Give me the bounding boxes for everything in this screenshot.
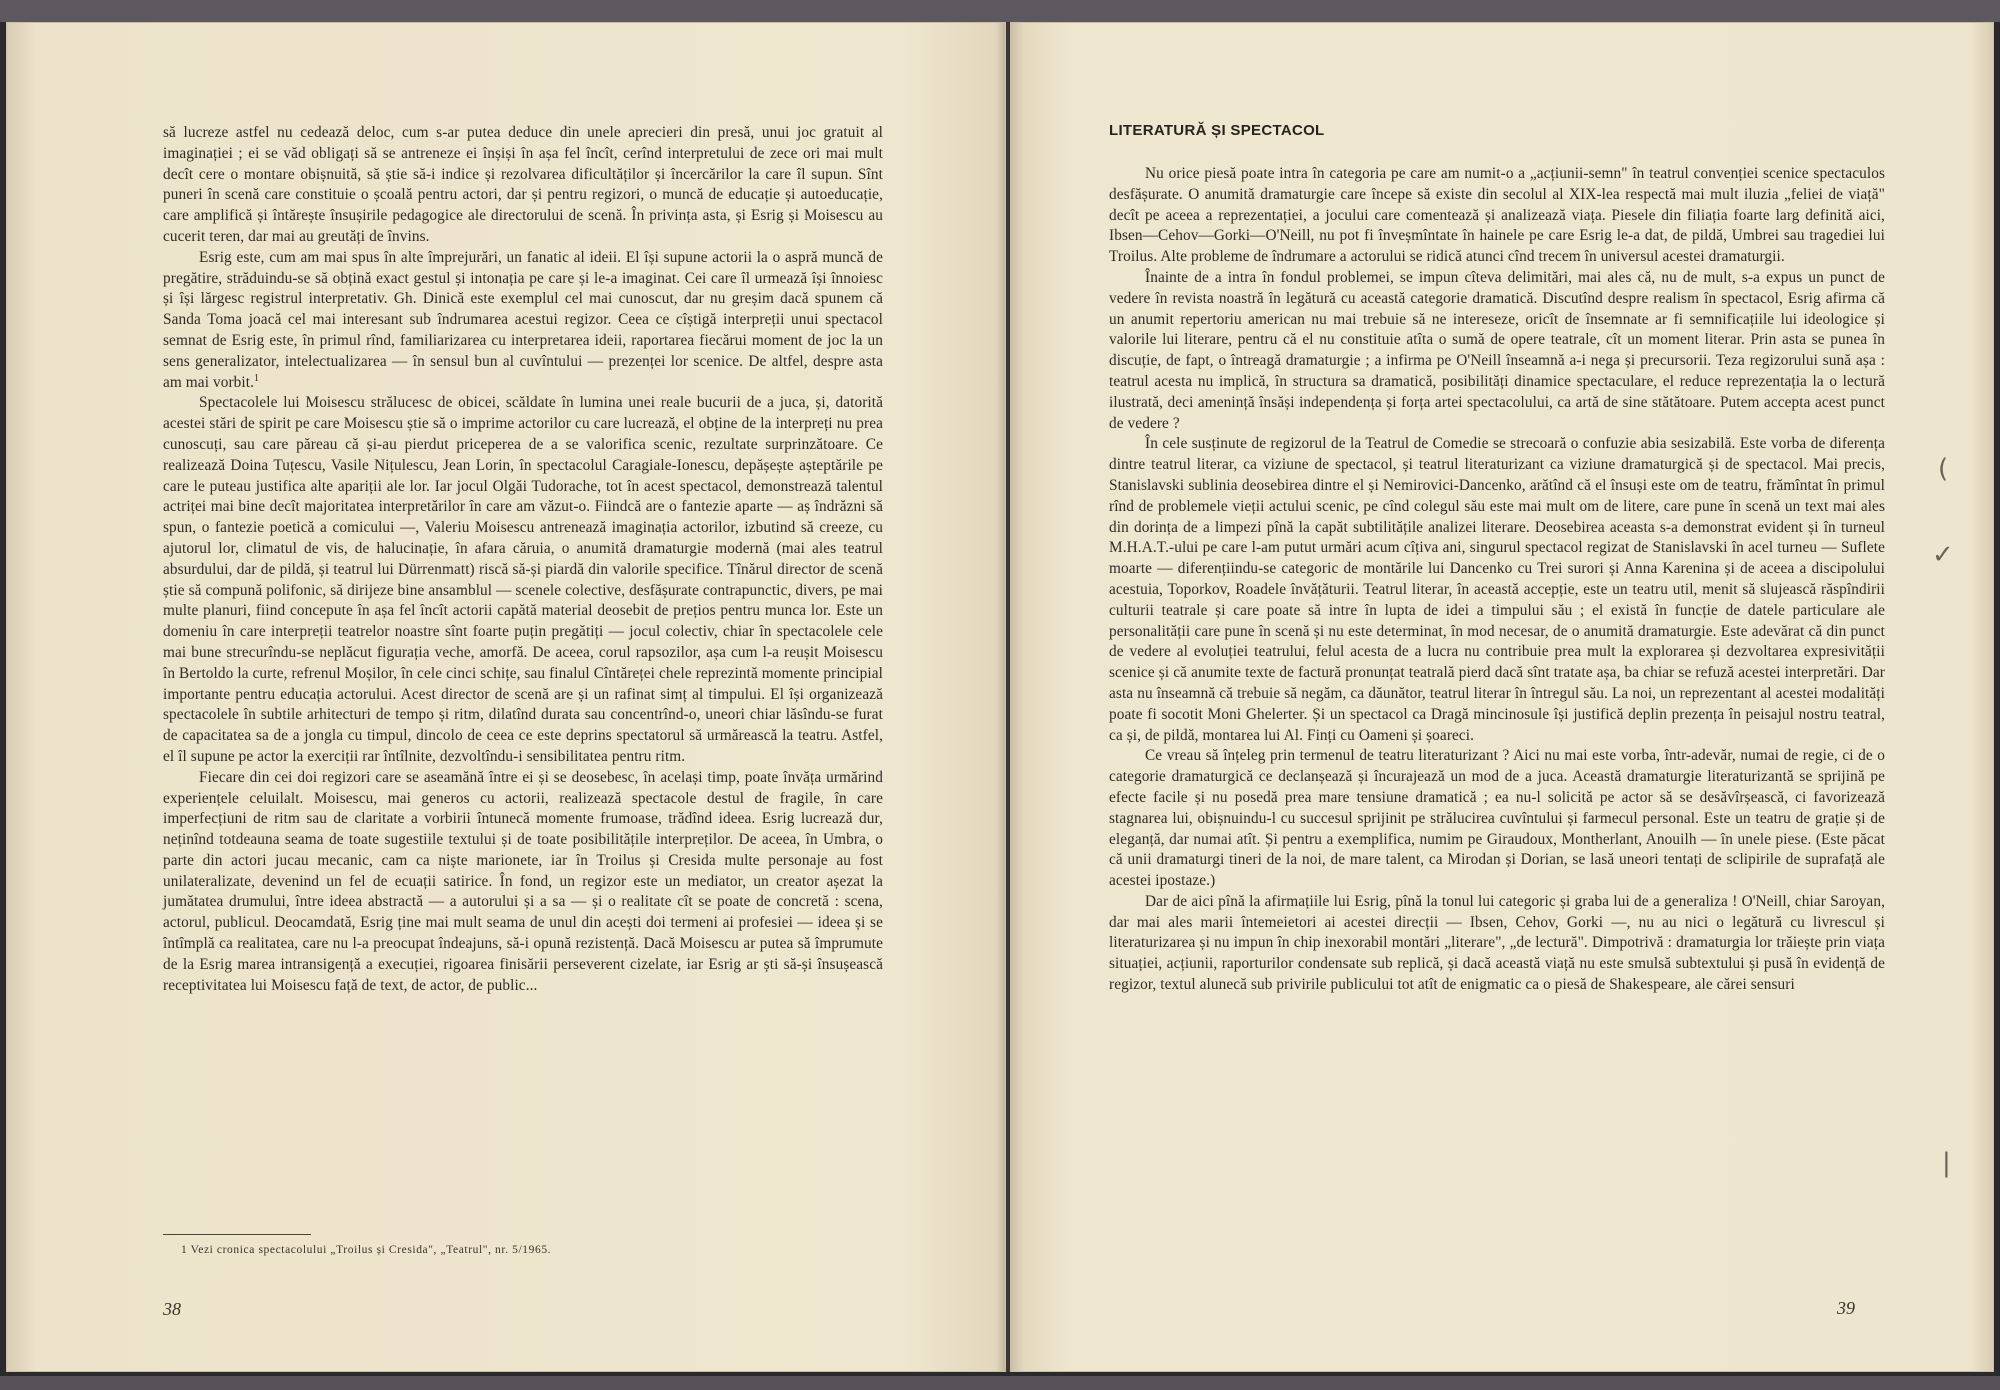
- pencil-bracket-icon: (: [1938, 454, 1949, 484]
- footnote: 1 Vezi cronica spectacolului „Troilus și Cresida", „Teatrul", nr. 5/1965.: [181, 1244, 552, 1256]
- section-title: LITERATURĂ ȘI SPECTACOL: [1109, 122, 1325, 139]
- left-page: [6, 22, 1006, 1372]
- paragraph-text: Esrig este, cum am mai spus în alte împrejurări, un fanatic al ideii. El își supune actorii la o aspră muncă de pregătire, străduindu-se să obțină exact gestul și intonația pe care și le-a imaginat. Cei care îl urmează își înnoiesc și își lărgesc registrul interpretativ. Gh. Dinică este exemplul cel mai cunoscut, dar nu greșim dacă spunem că Sanda Toma joacă cel mai interesant sub îndrumarea acestui regizor. Ceea ce cîștigă interpreții unui spectacol semnat de Esrig este, în primul rînd, familiarizarea cu interpretarea ideii, raportarea fiecărui moment de joc la un sens generalizator, intelectualizarea — în sensul bun al cuvîntului — prezenței lor scenice. De altfel, despre asta am mai vorbit.: [163, 248, 883, 391]
- footnote-divider: [163, 1234, 311, 1235]
- book-cover-bottom-edge: [0, 1376, 2000, 1390]
- right-page-body: [1109, 164, 1885, 996]
- footnote-marker: 1: [254, 372, 260, 384]
- right-page: [1010, 22, 1994, 1372]
- paragraph: să lucreze astfel nu cedează deloc, cum s-ar putea deduce din unele aprecieri din presă, unui joc gratuit al imaginației ; ei se văd obligați să se antreneze ei înșiși în așa fel încît, cerînd interpretului de zece ori mai mult decît cere o montare obișnuită, să știe să-i indice și rezolvarea dificultăților și încercărilor la care îl supun. Sînt puneri în scenă care constituie o școală pentru actori, dar și pentru regizori, o muncă de educație și autoeducație, care amplifică și întărește însușirile pedagogice ale directorului de scenă. În privința asta, și Esrig și Moisescu au cucerit teren, dar mai au greutăți de învins.: [163, 124, 883, 245]
- paragraph: În cele susținute de regizorul de la Teatrul de Comedie se strecoară o confuzie abia sesizabilă. Este vorba de diferența dintre teatrul literar, ca viziune de spectacol, și teatrul literaturizant ca viziune dramaturgică și de spectacol. Mai precis, Stanislavski sublinia deosebirea dintre el și Nemirovici-Dancenko, arătînd că el însuși este om de teatru, frămîntat în primul rînd de problemele vieții actului scenic, pe cînd colegul său este mai mult om de litere, care pune în scenă un text mai ales din dorința de a limpezi pînă la capăt subtilitățile analizei literare. Deosebirea aceasta s-a demonstrat evident și în turneul M.H.A.T.-ului pe care l-am putut urmări acum cîțiva ani, singurul spectacol regizat de Stanislavski în acel turneu — Suflete moarte — diferențiindu-se categoric de montările lui Dancenko cu Trei surori și Anna Karenina și de aceea a discipolului acestuia, Toporkov, Roadele învățăturii. Teatrul literar, în această accepție, este un teatru util, menit să slujească răspîndirii culturii teatrale și care poate să intre în lupta de idei a timpului său ; el există în funcție de datele particulare ale personalității care pune în scenă și nu este determinat, în mod necesar, de o anumită dramaturgie. Este adevărat că din punct de vedere al evoluției teatrului, felul acesta de a lucra nu contribuie prea mult la explorarea și dezvoltarea expresivității scenice și că anumite texte de factură pronunțat teatrală pierd dacă sînt tratate așa, ba chiar se refuză acestei interpretări. Dar asta nu înseamnă că trebuie să negăm, ca dăunător, teatrul literar în întregul său. La noi, un reprezentant al acestei modalități poate fi socotit Moni Ghelerter. Și un spectacol ca Dragă mincinosule își justifică deplin prezența în peisajul nostru teatral, ca și, de pildă, montarea lui Al. Finți cu Oameni și șoareci.: [1109, 435, 1885, 744]
- page-number: 39: [1837, 1298, 1855, 1318]
- pencil-checkmark-icon: ✓: [1932, 540, 1954, 570]
- paragraph: Înainte de a intra în fondul problemei, se impun cîteva delimitări, mai ales că, nu de mult, s-a expus un punct de vedere în revista noastră în legătură cu această categorie dramatică. Discutînd despre realism în spectacol, Esrig afirma că un anumit repertoriu american nu mai trebuie să ne intereseze, oricît de însemnate ar fi semnificațiile lui ideologice și valorile lui literare, pentru că el nu constituie atîta o sumă de opere teatrale, cît un moment literar. Prin asta se punea în discuție, de fapt, o întreagă dramaturgie ; a infirma pe O'Neill înseamnă a-i nega și precursorii. Teza regizorului sună așa : teatrul acesta nu implică, în structura sa dramatică, posibilități dinamice spectaculare, el reduce reprezentația la o lectură ilustrată, deci amenință însăși independența și forța artei spectacolului, ca artă de sine stătătoare. Putem accepta acest punct de vedere ?: [1109, 268, 1885, 432]
- paragraph: Fiecare din cei doi regizori care se aseamănă între ei și se deosebesc, în același timp, poate învăța urmărind experiențele celuilalt. Moisescu, mai generos cu actorii, realizează spectacole destul de fragile, în care imperfecțiuni de ritm sau de claritate a vorbirii întunecă momente frumoase, trădînd ideea. Esrig lucrează dur, neținînd totdeauna seama de toate sugestiile textului și de toate posibilitățile interpreților. De aceea, în Umbra, o parte din actori jucau mecanic, cam ca niște marionete, iar în Troilus și Cresida multe personaje au fost unilateralizate, devenind un fel de ecuații satirice. În fond, un regizor este un mediator, un creator așezat la jumătatea drumului, între ideea abstractă — a autorului și a sa — și o realitate cît se poate de concretă : scena, actorul, publicul. Deocamdată, Esrig ține mai mult seama de unul din acești doi termeni ai profesiei — ideea și se întîmplă ca realitatea, care nu l-a preocupat îndeajuns, să-i opună rezistență. Dacă Moisescu ar putea să împrumute de la Esrig marea intransigență a execuției, rigoarea finisării perseverent cizelate, iar Esrig ar ști să-și însușească receptivitatea lui Moisescu față de text, de actor, de public...: [163, 768, 883, 994]
- left-page-body: [163, 123, 883, 996]
- paragraph: Nu orice piesă poate intra în categoria pe care am numit-o a „acțiunii-semn" în teatrul convenției scenice spectaculos desfășurate. O anumită dramaturgie care începe să existe din secolul al XIX-lea respectă mai mult iluzia „feliei de viață" decît pe aceea a reprezentației, a jocului care comentează și analizează viața. Piesele din filiația foarte larg definită aici, Ibsen—Cehov—Gorki—O'Neill, nu pot fi înveșmîntate în hainele pe care Esrig le-a dat, de pildă, Umbrei sau tragediei lui Troilus. Alte probleme de îndrumare a actorului se ridică atunci cînd trecem în universul acestei dramaturgii.: [1109, 165, 1885, 266]
- paragraph: Spectacolele lui Moisescu strălucesc de obicei, scăldate în lumina unei reale bucurii de a juca, și, datorită acestei stări de spirit pe care Moisescu știe să o imprime actorilor cu care lucrează, el obține de la interpreți nu prea cunoscuți, sau care păreau că și-au pierdut priceperea de a se valorifica scenic, rezultate surprinzătoare. Ce realizează Doina Tuțescu, Vasile Nițulescu, Jean Lorin, în spectacolul Caragiale-Ionescu, depășește așteptările pe care le puteau justifica alte apariții ale lor. Iar jocul Olgăi Tudorache, tot în acest spectacol, demonstrează talentul actriței mai bine decît majoritatea interpretărilor în care am văzut-o. Fiindcă are o fantezie aparte — aș îndrăzni să spun, o fantezie poetică a comicului —, Valeriu Moisescu antrenează imaginația actorilor, izbutind să creeze, cu ajutorul lor, climatul de vis, de halucinație, în afara căruia, o anumită dramaturgie modernă (mai ales teatrul absurdului, dar de pildă, și teatrul lui Dürrenmatt) riscă să-și piardă din valorile specifice. Tînărul director de scenă știe să compună polifonic, să dirijeze bine ansamblul — scenele colective, desfășurate contrapunctic, divers, pe mai multe planuri, fiind concepute în așa fel încît actorii capătă material deosebit de prețios pentru munca lor. Este un domeniu în care interpreții teatrelor noastre sînt foarte puțin pregătiți — jocul colectiv, chiar în spectacolele cele mai bune strecurîndu-se neplăcut figurația veche, amorfă. De aceea, corul rapsozilor, așa cum l-a reușit Moisescu în Bertoldo la curte, refrenul Moșilor, în cele cinci schițe, sau finalul Cîntăreței chele reprezintă momente principial importante pentru educația actorului. Acest director de scenă are și un rafinat simț al timpului. El își organizează spectacolele în subtile arhitecturi de tempo și ritm, dilatînd durata sau concentrînd-o, uneori chiar lăsîndu-se furat de capacitatea sa de a jongla cu timpul, dincolo de ceea ce este deprins spectatorul să urmărească la teatru. Astfel, el îl supune pe actor la exerciții rar întîlnite, dezvoltîndu-i sensibilitatea pentru ritm.: [163, 394, 883, 765]
- book-cover-top-edge: [0, 0, 2000, 22]
- paragraph: Dar de aici pînă la afirmațiile lui Esrig, pînă la tonul lui categoric și graba lui de a generaliza ! O'Neill, chiar Saroyan, dar mai ales marii întemeietori ai acestei direcții — Ibsen, Cehov, Gorki —, nu au nici o legătură cu livrescul și literaturizarea și nu impun în chip inexorabil montări „literare", „de lectură". Dimpotrivă : dramaturgia lor trăiește prin viața situației, acțiunii, raporturilor condensate sub replică, și dacă această viață nu este smulsă subtextului și pusă în evidență de regizor, textul alunecă sub privirile publicului tot atît de enigmatic ca o piesă de Shakespeare, ale cărei sensuri: [1109, 892, 1885, 994]
- paragraph: [163, 248, 883, 394]
- page-number: 38: [163, 1299, 181, 1319]
- pencil-bracket-icon: |: [1942, 1148, 1951, 1178]
- paragraph: Ce vreau să înțeleg prin termenul de teatru literaturizant ? Aici nu mai este vorba, într-adevăr, numai de regie, ci de o categorie dramaturgică ce declanșează și încurajează un mod de a juca. Această dramaturgie literaturizantă se sprijină pe efecte facile și nu posedă prea mare tensiune dramatică ; ea nu-l solicită pe actor să se desăvîrșească, ci favorizează stagnarea lui, obișnuindu-l cu succesul sprijinit pe strălucirea cuvîntului și farmecul personal. Este un teatru de grație și de eleganță, dar numai atît. Și pentru a exemplifica, numim pe Giraudoux, Montherlant, Anouilh — în unele piese. (Este păcat că unii dramaturgi tineri de la noi, de mare talent, ca Mirodan și Dorian, se lasă uneori tentați de sclipirile de suprafață ale acestei ipostaze.): [1109, 747, 1885, 890]
